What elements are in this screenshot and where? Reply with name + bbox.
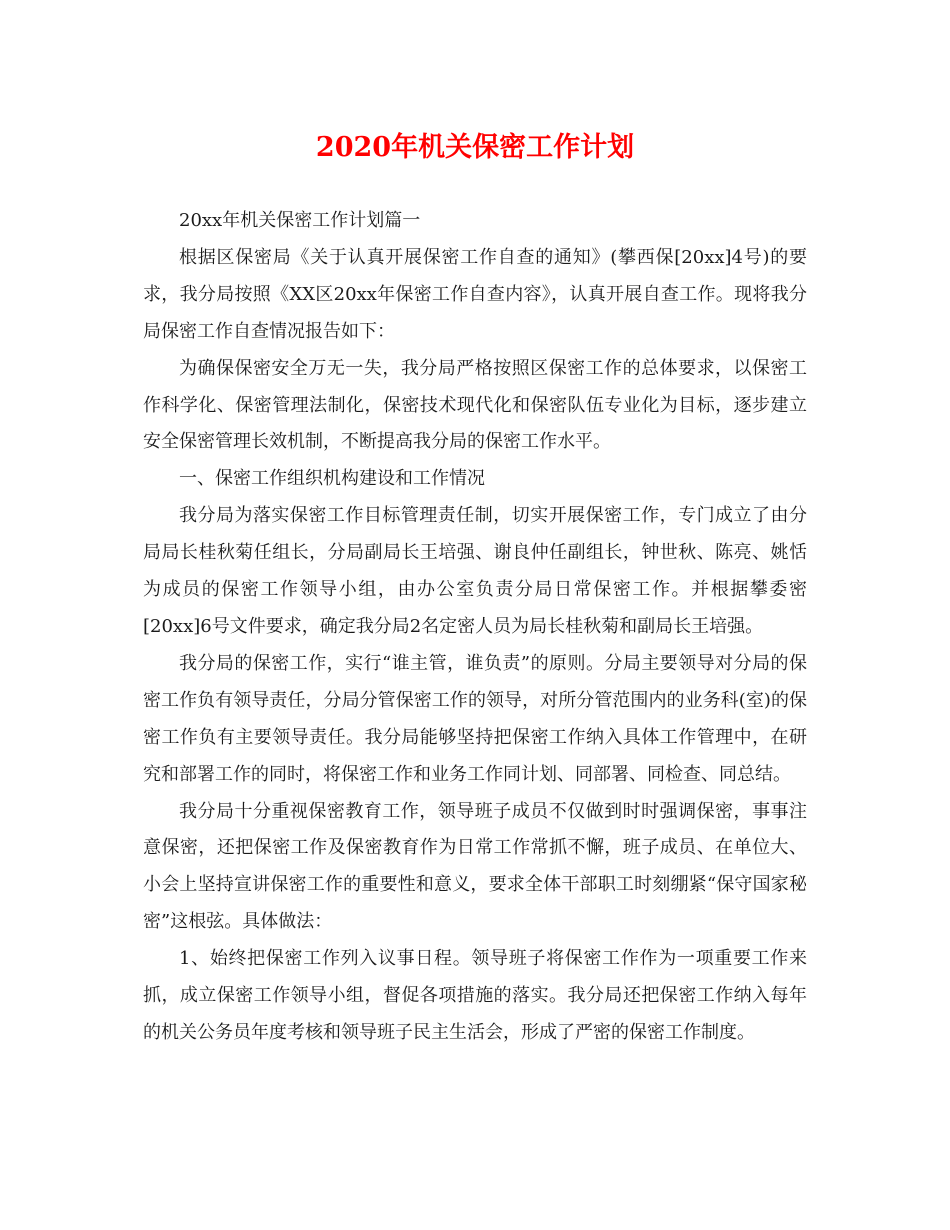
paragraph: 根据区保密局《关于认真开展保密工作自查的通知》(攀西保[20xx]4号)的要求，我分局按照《XX区20xx年保密工作自查内容》，认真开展自查工作。现将我分局保密工作自查情况报告如下： [143,246,807,342]
paragraph: 1、始终把保密工作列入议事日程。领导班子将保密工作作为一项重要工作来抓，成立保密工作领导小组，督促各项措施的落实。我分局还把保密工作纳入每年的机关公务员年度考核和领导班子民主生活会，形成了严密的保密工作制度。 [143,948,807,1043]
section-heading: 20xx年机关保密工作计划篇一 [179,210,421,231]
document-title: 2020年机关保密工作计划 [315,132,635,163]
paragraph: 为确保保密安全万无一失，我分局严格按照区保密工作的总体要求，以保密工作科学化、保密管理法制化，保密技术现代化和保密队伍专业化为目标，逐步建立安全保密管理长效机制，不断提高我分局的保密工作水平。 [143,357,807,453]
paragraph: 我分局为落实保密工作目标管理责任制，切实开展保密工作，专门成立了由分局局长桂秋菊任组长，分局副局长王培强、谢良仲任副组长，钟世秋、陈亮、姚恬为成员的保密工作领导小组，由办公室负责分局日常保密工作。并根据攀委密[20xx]6号文件要求，确定我分局2名定密人员为局长桂秋菊和副局长王培强。 [143,505,807,637]
paragraph: 我分局的保密工作，实行“谁主管，谁负责”的原则。分局主要领导对分局的保密工作负有领导责任，分局分管保密工作的领导，对所分管范围内的业务科(室)的保密工作负有主要领导责任。我分局能够坚持把保密工作纳入具体工作管理中，在研究和部署工作的同时，将保密工作和业务工作同计划、同部署、同检查、同总结。 [143,652,807,785]
section-heading: 一、保密工作组织机构建设和工作情况 [179,468,485,490]
document-body [143,203,807,1052]
paragraph: 我分局十分重视保密教育工作，领导班子成员不仅做到时时强调保密，事事注意保密，还把保密工作及保密教育作为日常工作常抓不懈，班子成员、在单位大、小会上坚持宣讲保密工作的重要性和意义，要求全体干部职工时刻绷紧“保守国家秘密”这根弦。具体做法： [143,800,807,933]
